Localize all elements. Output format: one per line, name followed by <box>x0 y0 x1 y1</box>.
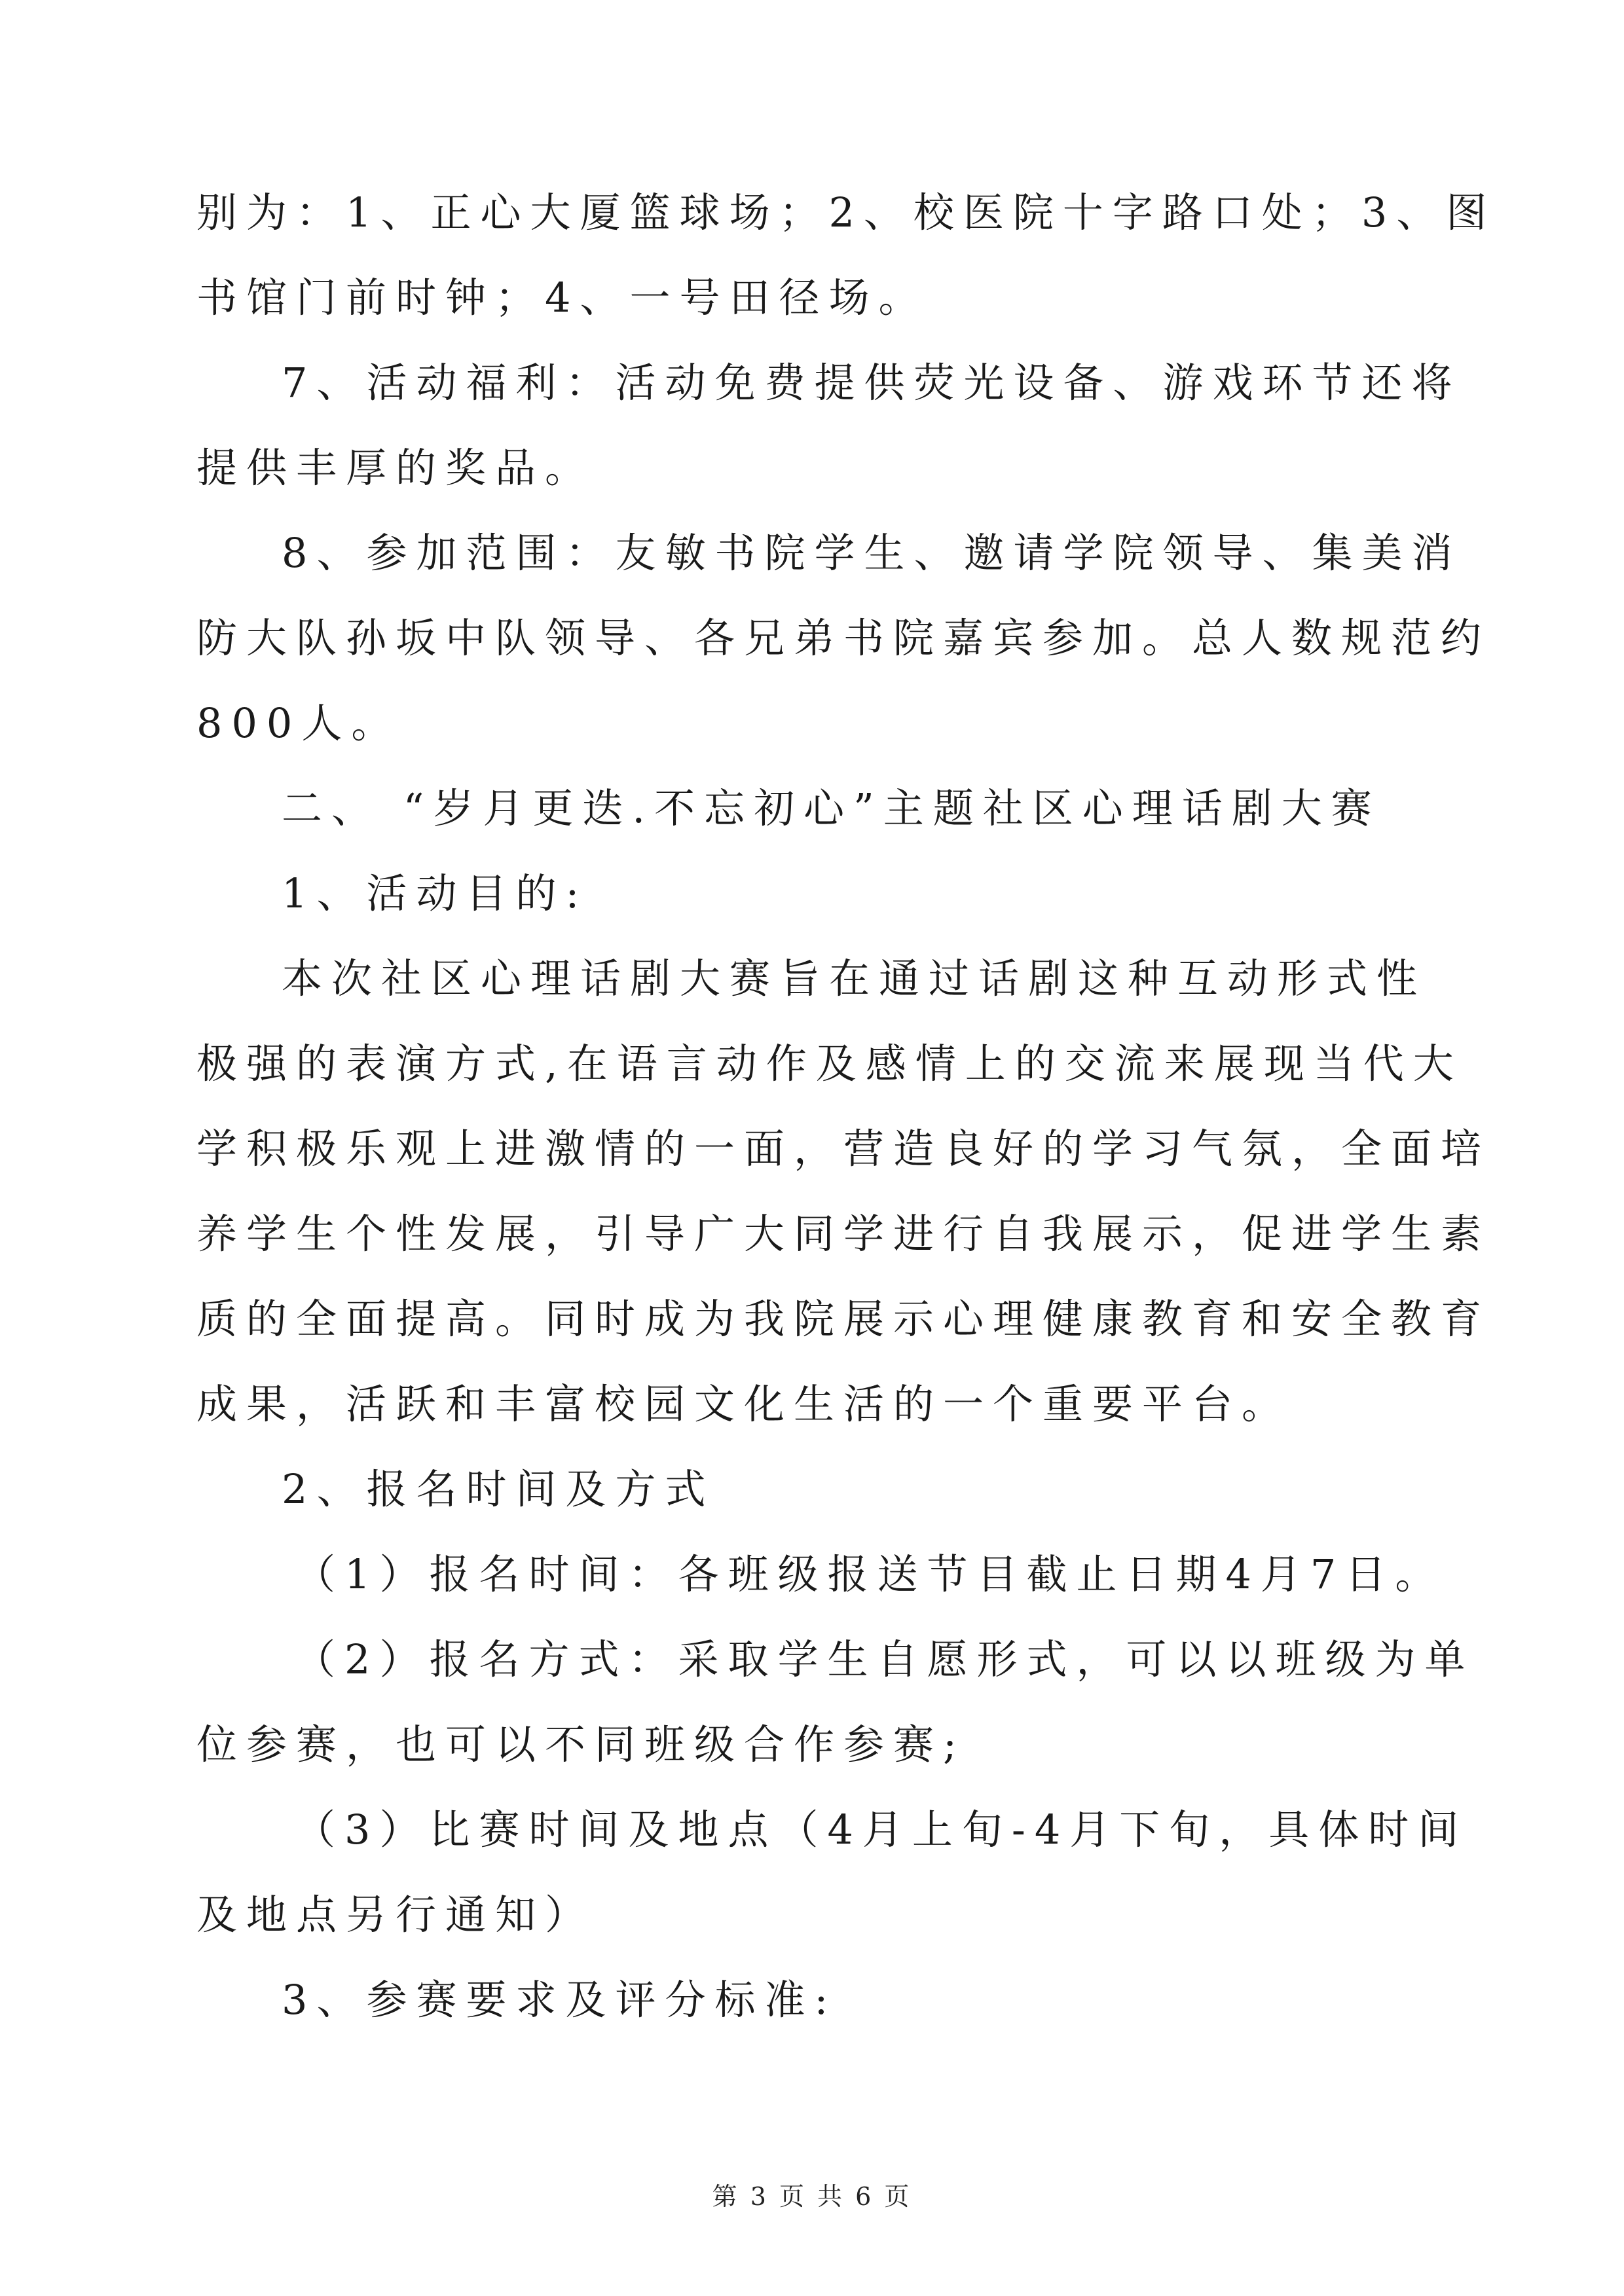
text-line: 提供丰厚的奖品。 <box>196 444 595 492</box>
text-line: 1、活动目的: <box>282 869 589 917</box>
text-line: 别为：1、正心大厦篮球场；2、校医院十字路口处；3、图 <box>196 189 1496 236</box>
page-number-footer: 第 3 页 共 6 页 <box>712 2182 912 2211</box>
text-line: 成果，活跃和丰富校园文化生活的一个重要平台。 <box>196 1380 1292 1428</box>
text-line: 养学生个性发展，引导广大同学进行自我展示，促进学生素 <box>196 1210 1491 1258</box>
text-line: 及地点另行通知） <box>196 1891 595 1939</box>
text-line: （1）报名时间：各班级报送节目截止日期4月7日。 <box>295 1550 1445 1598</box>
section-heading: 二、 “岁月更迭.不忘初心”主题社区心理话剧大赛 <box>282 784 1381 832</box>
text-line: 本次社区心理话剧大赛旨在通过话剧这种互动形式性 <box>282 955 1427 1002</box>
text-line: 学积极乐观上进激情的一面，营造良好的学习气氛，全面培 <box>196 1125 1491 1173</box>
text-line: 2、报名时间及方式 <box>282 1465 715 1513</box>
text-line: （3）比赛时间及地点（4月上旬-4月下旬，具体时间 <box>295 1806 1468 1853</box>
text-line: 书馆门前时钟；4、一号田径场。 <box>196 274 929 321</box>
text-line: 防大队孙坂中队领导、各兄弟书院嘉宾参加。总人数规范约 <box>196 614 1491 662</box>
text-line: 位参赛，也可以不同班级合作参赛; <box>196 1721 966 1768</box>
text-line: 质的全面提高。同时成为我院展示心理健康教育和安全教育 <box>196 1295 1491 1343</box>
text-line: 8、参加范围：友敏书院学生、邀请学院领导、集美消 <box>282 529 1462 577</box>
text-line: 3、参赛要求及评分标准: <box>282 1976 838 2024</box>
text-line: 极强的表演方式,在语言动作及感情上的交流来展现当代大 <box>196 1040 1463 1087</box>
text-line: 800人。 <box>196 699 401 747</box>
text-line: （2）报名方式：采取学生自愿形式，可以以班级为单 <box>295 1635 1475 1683</box>
text-line: 7、活动福利：活动免费提供荧光设备、游戏环节还将 <box>282 359 1462 407</box>
